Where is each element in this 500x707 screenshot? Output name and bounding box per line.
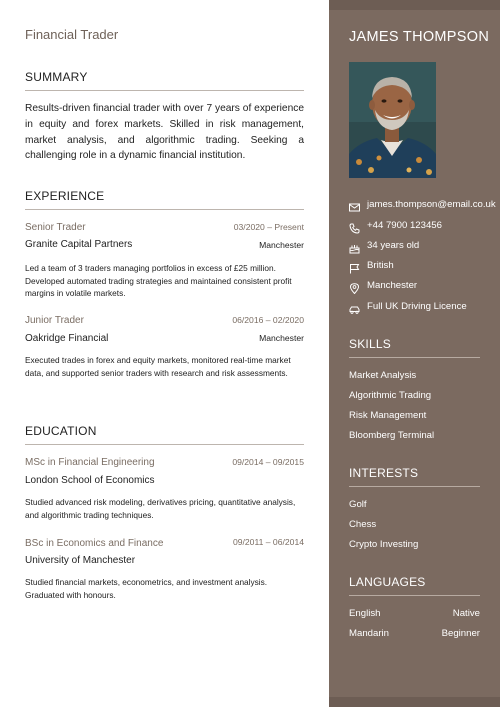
location-text: Manchester — [367, 280, 418, 291]
languages-heading: LANGUAGES — [349, 575, 426, 589]
position-title: Senior Trader — [25, 222, 86, 233]
degree-description: Studied financial markets, econometrics, and investment analysis. Graduated with honours. — [25, 577, 268, 600]
position-dates: 06/2016 – 02/2020 — [232, 315, 304, 325]
skill-item: Risk Management — [349, 410, 427, 421]
cake-icon — [349, 241, 360, 252]
skills-divider — [349, 357, 480, 358]
job-title: Financial Trader — [25, 27, 119, 42]
skills-heading: SKILLS — [349, 337, 391, 351]
degree-description: Studied advanced risk modeling, derivatives pricing, quantitative analysis, and algorithmic trading techniques. — [25, 497, 296, 520]
skill-item: Algorithmic Trading — [349, 390, 432, 401]
company-name: Granite Capital Partners — [25, 239, 133, 250]
school-name: London School of Economics — [25, 475, 155, 486]
interests-divider — [349, 486, 480, 487]
position-title: Junior Trader — [25, 315, 84, 326]
candidate-name: JAMES THOMPSON — [349, 29, 490, 45]
degree-title: BSc in Economics and Finance — [25, 538, 164, 549]
experience-heading: EXPERIENCE — [25, 189, 105, 203]
language-level: Native — [452, 608, 480, 619]
contact-age — [349, 240, 499, 256]
summary-text: Results-driven financial trader with over 7 years of experience in equity and forex markets. Skilled in risk management, market analysis, and algorithmic trading. Seeking a challenging role in a dynamic financial institution. — [25, 103, 304, 162]
interest-item: Crypto Investing — [349, 539, 419, 550]
contact-location — [349, 280, 499, 296]
company-location: Manchester — [259, 240, 304, 250]
language-level: Beginner — [441, 628, 480, 639]
profile-photo — [349, 62, 436, 178]
position-description: Led a team of 3 traders managing portfolios in excess of £25 million. Developed automated trading strategies and maintained consistent profit margins in volatile markets. — [25, 263, 292, 299]
car-icon — [349, 302, 360, 313]
age-text: 34 years old — [367, 240, 420, 251]
skill-item: Bloomberg Terminal — [349, 430, 435, 441]
envelope-icon — [349, 200, 360, 211]
skill-item: Market Analysis — [349, 370, 417, 381]
nationality-text: British — [367, 260, 394, 271]
location-pin-icon — [349, 281, 360, 292]
contact-driving-licence — [349, 301, 499, 317]
interest-item: Chess — [349, 519, 377, 530]
company-name: Oakridge Financial — [25, 333, 109, 344]
degree-title: MSc in Financial Engineering — [25, 457, 155, 468]
languages-divider — [349, 595, 480, 596]
phone-icon — [349, 221, 360, 232]
degree-dates: 09/2011 – 06/2014 — [232, 537, 304, 547]
education-heading: EDUCATION — [25, 424, 97, 438]
flag-icon — [349, 261, 360, 272]
language-name: Mandarin — [349, 628, 389, 639]
contact-nationality — [349, 260, 499, 276]
phone-text: +44 7900 123456 — [367, 220, 442, 231]
contact-email[interactable] — [349, 199, 499, 215]
education-divider — [25, 444, 304, 445]
interests-heading: INTERESTS — [349, 466, 419, 480]
email-text: james.thompson@email.co.uk — [367, 199, 496, 210]
sidebar-bottom-band — [329, 697, 500, 707]
sidebar-top-band — [329, 0, 500, 10]
contact-phone[interactable] — [349, 220, 499, 236]
summary-heading: SUMMARY — [25, 70, 88, 84]
school-name: University of Manchester — [25, 555, 136, 566]
language-name: English — [349, 608, 381, 619]
summary-divider — [25, 90, 304, 91]
degree-dates: 09/2014 – 09/2015 — [232, 457, 304, 467]
company-location: Manchester — [259, 333, 304, 343]
interest-item: Golf — [349, 499, 367, 510]
experience-divider — [25, 209, 304, 210]
licence-text: Full UK Driving Licence — [367, 301, 467, 312]
position-description: Executed trades in forex and equity markets, monitored real-time market data, and supported senior traders with research and risk assessments. — [25, 355, 291, 378]
position-dates: 03/2020 – Present — [233, 222, 304, 232]
